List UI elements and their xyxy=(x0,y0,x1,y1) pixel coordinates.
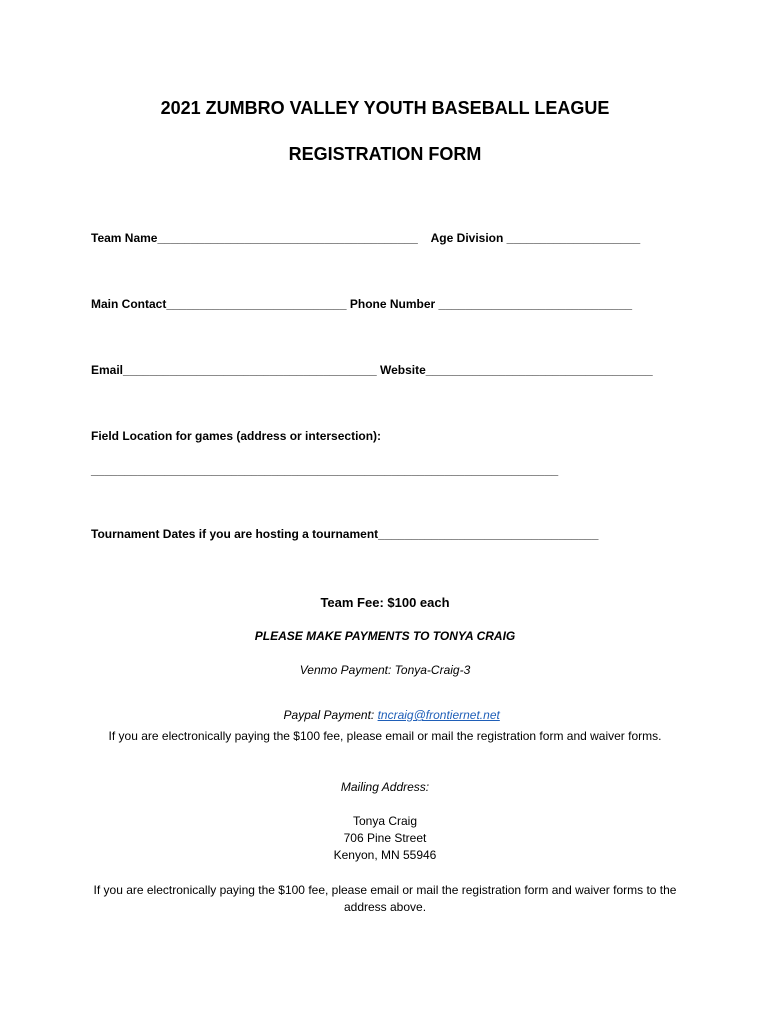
paypal-label: Paypal Payment: xyxy=(283,708,378,722)
field-location-blank: ______________________________________________________________________ xyxy=(91,463,559,477)
address-street: 706 Pine Street xyxy=(343,831,427,845)
electronic-payment-note: If you are electronically paying the $100 fee, please email or mail the registration form and waiver forms. xyxy=(108,729,662,743)
mailing-address-label: Mailing Address: xyxy=(340,780,430,794)
team-name-age-division-line: Team Name_______________________________________ Age Division ____________________ xyxy=(91,231,641,245)
address-name: Tonya Craig xyxy=(352,814,418,828)
team-fee: Team Fee: $100 each xyxy=(320,595,450,610)
make-payments-note: PLEASE MAKE PAYMENTS TO TONYA CRAIG xyxy=(254,629,516,643)
electronic-payment-mail-note: If you are electronically paying the $100 fee, please email or mail the registration form and waiver forms to the address above. xyxy=(93,883,677,914)
document-subtitle: REGISTRATION FORM xyxy=(288,144,482,164)
address-city: Kenyon, MN 55946 xyxy=(333,848,437,862)
main-contact-phone-line: Main Contact___________________________ Phone Number _____________________________ xyxy=(91,297,633,311)
venmo-payment: Venmo Payment: Tonya-Craig-3 xyxy=(299,663,471,677)
paypal-email-link[interactable]: tncraig@frontiernet.net xyxy=(377,708,500,722)
tournament-dates-line: Tournament Dates if you are hosting a tournament_________________________________ xyxy=(91,527,599,541)
email-website-line: Email______________________________________ Website__________________________________ xyxy=(91,363,653,377)
field-location-label: Field Location for games (address or intersection): xyxy=(91,429,382,443)
document-title: 2021 ZUMBRO VALLEY YOUTH BASEBALL LEAGUE xyxy=(160,98,610,118)
